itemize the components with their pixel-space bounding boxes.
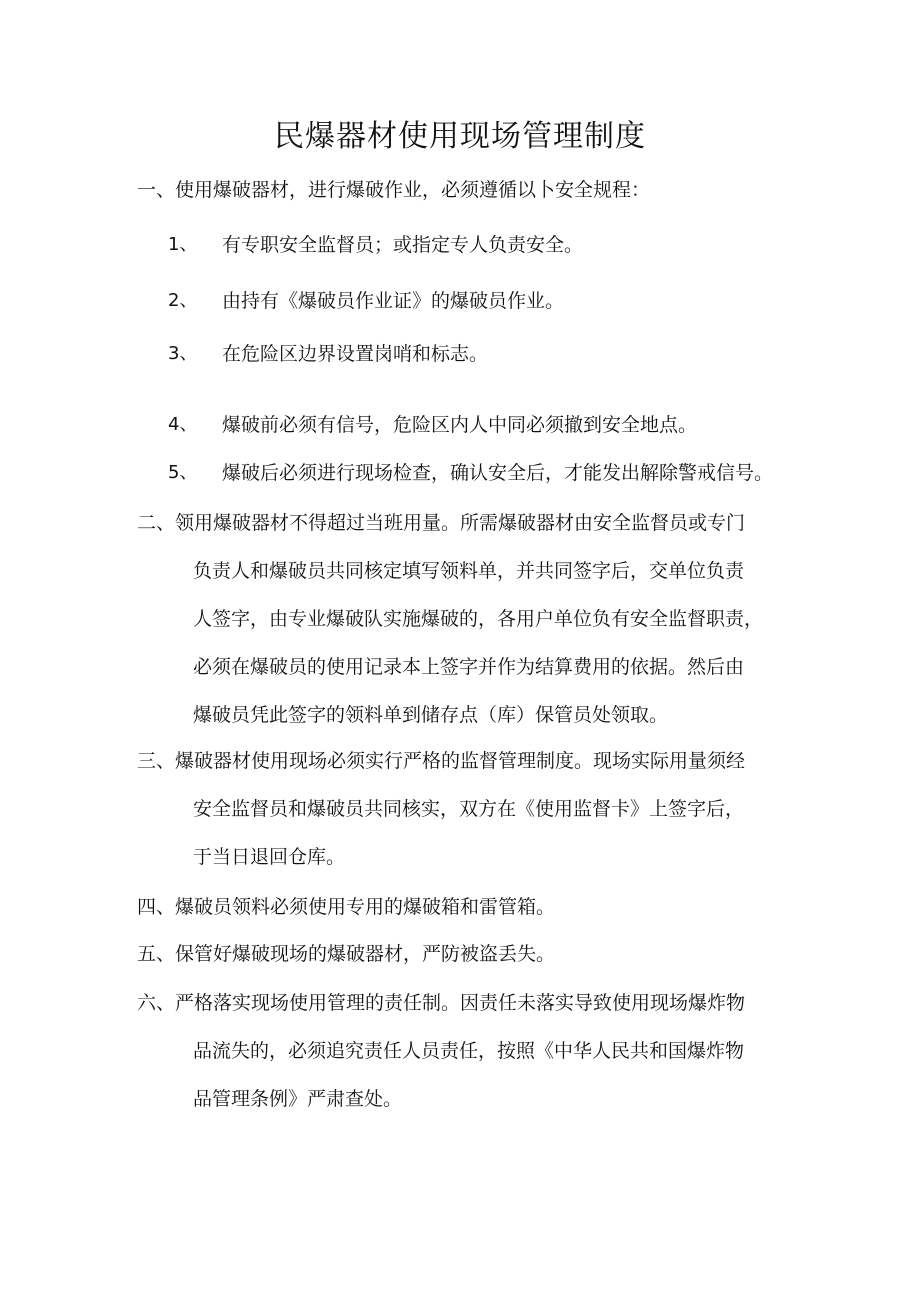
section-2-line-5: 爆破员凭此签字的领料单到储存点（库）保管员处领取。 (193, 704, 669, 726)
document-title: 民爆器材使用现场管理制度 (274, 119, 646, 154)
section-1-heading: 一、使用爆破器材，进行爆破作业，必须遵循以卜安全规程： (137, 179, 651, 201)
item-1-text: 有专职安全监督员；或指定专人负责安全。 (222, 234, 584, 256)
section-2-line-1: 二、领用爆破器材不得超过当班用量。所需爆破器材由安全监督员或专门 (137, 512, 746, 534)
item-4-number: 4、 (168, 414, 198, 435)
item-3-number: 3、 (168, 343, 198, 364)
section-2-line-2: 负责人和爆破员共同核定填写领料单，并共同签字后，交单位负责 (193, 560, 745, 582)
item-4-text: 爆破前必须有信号，危险区内人中同必须撤到安全地点。 (222, 414, 698, 436)
section-2-line-4: 必须在爆破员的使用记录本上签字并作为结算费用的依据。然后由 (193, 656, 745, 678)
item-1-number: 1、 (168, 234, 198, 255)
section-6-line-3: 品管理条例》严肃查处。 (193, 1088, 403, 1110)
item-5-number: 5、 (168, 462, 198, 483)
section-5-line-1: 五、保管好爆破现场的爆破器材，严防被盗丢失。 (137, 943, 556, 965)
section-4-line-1: 四、爆破员领料必须使用专用的爆破箱和雷管箱。 (137, 896, 556, 918)
section-6-line-2: 品流失的，必须追究责任人员责任，按照《中华人民共和国爆炸物 (193, 1040, 745, 1062)
section-3-line-3: 于当日退回仓库。 (193, 846, 346, 868)
section-2-line-3: 人签字，由专业爆破队实施爆破的，各用户单位负有安全监督职责， (193, 608, 764, 630)
item-5-text: 爆破后必须进行现场检查，确认安全后，才能发出解除警戒信号。 (222, 462, 774, 484)
item-2-number: 2、 (168, 290, 198, 311)
section-3-line-1: 三、爆破器材使用现场必须实行严格的监督管理制度。现场实际用量须经 (137, 750, 746, 772)
item-2-text: 由持有《爆破员作业证》的爆破员作业。 (222, 290, 565, 312)
section-3-line-2: 安全监督员和爆破员共同核实，双方在《使用监督卡》上签字后， (193, 798, 745, 820)
item-3-text: 在危险区边界设置岗哨和标志。 (222, 343, 489, 365)
section-6-line-1: 六、严格落实现场使用管理的责任制。因责任未落实导致使用现场爆炸物 (137, 992, 746, 1014)
